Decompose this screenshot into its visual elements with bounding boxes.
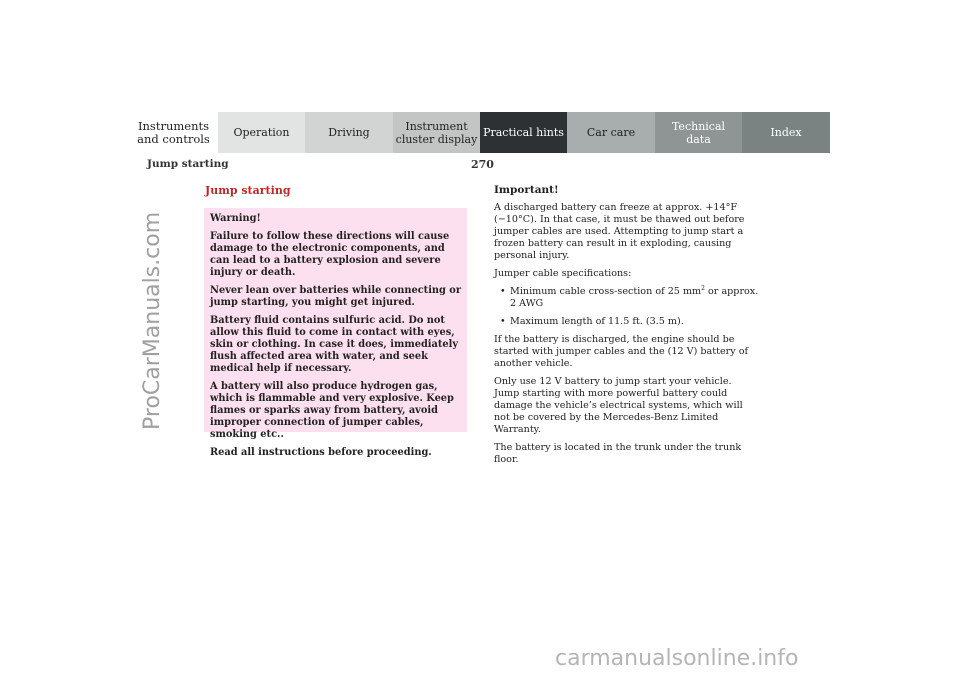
- important-text: A discharged battery can freeze at approx. +14°F (−10°C). In that case, it must be thawed out before jumper cables are used. Attempting to jump start a frozen battery can result in it exploding, causing personal injury.: [494, 202, 745, 261]
- body-paragraph: Only use 12 V battery to jump start your vehicle. Jump starting with more powerful battery could damage the vehicle’s electrical systems, which will not be covered by the Mercedes-Benz Limited Warranty.: [494, 376, 743, 435]
- running-header: Jump starting: [147, 158, 229, 170]
- warning-box: [204, 208, 467, 458]
- section-tabs: [129, 112, 830, 153]
- warning-heading: Warning!: [210, 213, 261, 224]
- warning-paragraph: Battery fluid contains sulfuric acid. Do not allow this fluid to come in contact with eyes, skin or clothing. In case it does, immediately flush affected area with water, and seek medical help if necessary.: [210, 315, 459, 374]
- list-item: [494, 316, 759, 328]
- cable-spec-heading: Jumper cable specifications:: [494, 268, 632, 279]
- page-number: 270: [471, 158, 494, 171]
- body-paragraph: If the battery is discharged, the engine should be started with jumper cables and the (12 V) battery of another vehicle.: [494, 334, 749, 369]
- side-watermark: ProCarManuals.com: [140, 211, 165, 430]
- tab-instruments-and-controls[interactable]: Instruments and controls: [129, 112, 218, 153]
- tab-index[interactable]: Index: [742, 112, 830, 153]
- list-item-text: Minimum cable cross-section of 25 $mm^2$ or approx. 2 AWG: [510, 284, 759, 309]
- tab-driving[interactable]: Driving: [305, 112, 393, 153]
- important-heading: Important!: [494, 184, 559, 196]
- tab-car-care[interactable]: Car care: [567, 112, 655, 153]
- warning-paragraph: A battery will also produce hydrogen gas, which is flammable and very explosive. Keep flames or sparks away from battery, avoid improper connection of jumper cables, smoking etc..: [210, 381, 454, 440]
- bottom-watermark: carmanualsonline.info: [555, 646, 799, 671]
- tab-technical-data[interactable]: Technical data: [655, 112, 742, 153]
- list-item-text: Maximum length of 11.5 ft. (3.5 m).: [510, 316, 684, 327]
- warning-paragraph: Never lean over batteries while connecting or jump starting, you might get injured.: [210, 285, 461, 308]
- tab-practical-hints[interactable]: Practical hints: [480, 112, 567, 153]
- tab-instrument-cluster-display[interactable]: Instrument cluster display: [393, 112, 480, 153]
- warning-paragraph: Read all instructions before proceeding.: [210, 447, 432, 458]
- body-paragraph: The battery is located in the trunk under the trunk floor.: [494, 442, 742, 465]
- main-text-column: [494, 184, 759, 472]
- bullet-icon: •: [500, 316, 506, 327]
- bullet-icon: •: [500, 286, 506, 297]
- section-title: Jump starting: [205, 184, 291, 197]
- list-item: [494, 286, 759, 310]
- tab-operation[interactable]: Operation: [218, 112, 305, 153]
- warning-paragraph: Failure to follow these directions will cause damage to the electronic components, and can lead to a battery explosion and severe injury or death.: [210, 231, 450, 278]
